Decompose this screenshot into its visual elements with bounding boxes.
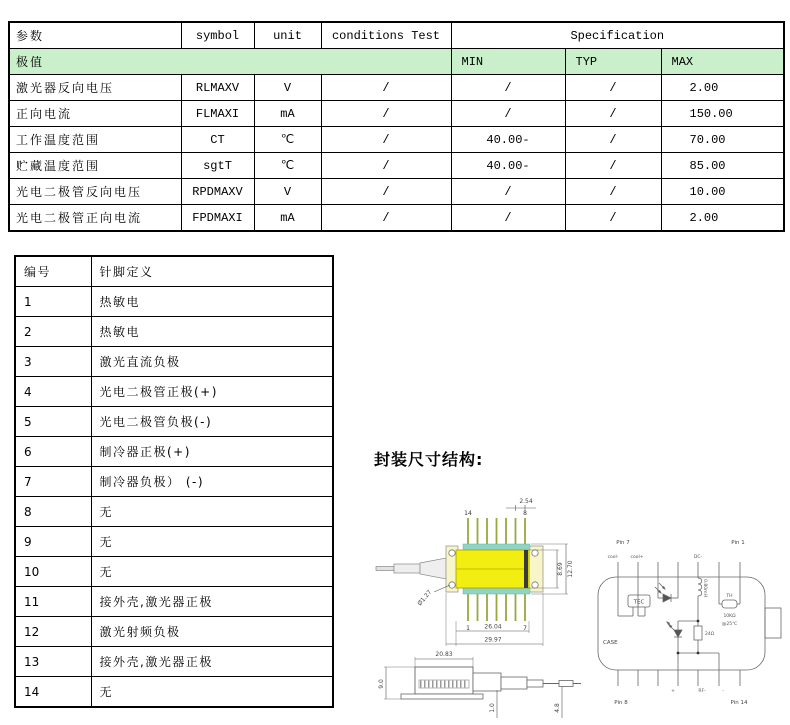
spec-symbol: FLMAXI [181, 101, 254, 127]
pin-definition: 热敏电 [91, 317, 333, 347]
pin-number-label: 14 [464, 510, 472, 517]
spec-symbol: CT [181, 127, 254, 153]
pin-row [15, 617, 333, 647]
flange-hole [449, 550, 455, 556]
spec-min: / [451, 75, 565, 101]
dim-hole: Ø1.27 [416, 588, 434, 608]
pin-table [14, 255, 334, 708]
spec-unit: V [254, 179, 321, 205]
pin-row [15, 527, 333, 557]
ferrule-seg1 [473, 673, 501, 691]
fiber-snout [420, 558, 446, 579]
col-header-min: MIN [451, 49, 565, 75]
schematic-case-label: CASE [603, 640, 618, 646]
spec-symbol: FPDMAXI [181, 205, 254, 232]
pin-no: 1 [15, 287, 91, 317]
schematic-tec-label: TEC [633, 599, 645, 606]
top-pins [468, 518, 525, 544]
schematic-minus-label: - [722, 689, 724, 694]
schematic-pin-label: Pin 7 [616, 540, 630, 546]
pin-number-label: 7 [523, 625, 527, 632]
pin-definition: 激光直流负极 [91, 347, 333, 377]
pin-row [15, 317, 333, 347]
spec-typ: / [565, 75, 661, 101]
photodiode-symbol [663, 594, 671, 602]
laser-diode-symbol [674, 630, 682, 637]
spec-conditions: / [321, 153, 451, 179]
pin-no: 4 [15, 377, 91, 407]
schematic-dc-label: DC- [693, 555, 703, 560]
col-header-conditions: conditions Test [321, 22, 451, 49]
pin-no: 14 [15, 677, 91, 708]
spec-header-row [9, 22, 784, 49]
pin-no: 10 [15, 557, 91, 587]
schematic-pin-label: Pin 1 [731, 540, 745, 546]
pin-no: 6 [15, 437, 91, 467]
spec-typ: / [565, 179, 661, 205]
pin-no: 12 [15, 617, 91, 647]
spec-conditions: / [321, 75, 451, 101]
spec-param: 光电二极管正向电流 [9, 205, 181, 232]
spec-conditions: / [321, 179, 451, 205]
dim-height: 9.0 [378, 679, 385, 689]
bottom-pins [468, 594, 525, 621]
pin-row [15, 587, 333, 617]
pin-no: 3 [15, 347, 91, 377]
fiber-boot [376, 567, 394, 571]
pin-col-no: 编号 [15, 256, 91, 287]
fiber-tip [559, 681, 573, 687]
spec-param: 贮藏温度范围 [9, 153, 181, 179]
spec-min: / [451, 101, 565, 127]
spec-unit: ℃ [254, 153, 321, 179]
flange-hole [532, 582, 538, 588]
spec-typ: / [565, 127, 661, 153]
package-top-view-drawing [376, 493, 581, 655]
inductor-symbol [698, 578, 702, 596]
pin-number-label: 8 [523, 510, 527, 517]
pin-definition: 接外壳,激光器正极 [91, 647, 333, 677]
pin-row [15, 677, 333, 708]
package-schematic-drawing [593, 518, 790, 725]
schematic-thermistor-temp: @25℃ [721, 622, 738, 627]
spec-row [9, 205, 784, 232]
pin-row [15, 377, 333, 407]
spec-min: 40.00- [451, 153, 565, 179]
spec-row [9, 153, 784, 179]
spec-max: 85.00 [661, 153, 784, 179]
spec-max: 150.00 [661, 101, 784, 127]
pin-strip-bottom [463, 588, 530, 594]
pin-definition: 无 [91, 557, 333, 587]
pin-header-row [15, 256, 333, 287]
spec-min: 40.00- [451, 127, 565, 153]
schematic-cool-minus: cool- [607, 555, 619, 560]
pin-row [15, 407, 333, 437]
pin-definition: 无 [91, 527, 333, 557]
ferrule-seg3 [527, 680, 543, 687]
pin-no: 8 [15, 497, 91, 527]
spec-max: 2.00 [661, 75, 784, 101]
spec-section-row [9, 49, 784, 75]
spec-table [8, 21, 785, 232]
schematic-cool-plus: cool+ [630, 555, 644, 560]
spec-unit: V [254, 75, 321, 101]
flange-hole [532, 550, 538, 556]
pin-no: 11 [15, 587, 91, 617]
package-section-title: 封装尺寸结构: [374, 450, 484, 469]
spec-min: / [451, 205, 565, 232]
dim-length: 20.83 [435, 651, 453, 658]
dim-body-height: 8.69 [557, 562, 564, 576]
spec-conditions: / [321, 205, 451, 232]
col-header-param: 参数 [9, 22, 181, 49]
schematic-pin-label: Pin 8 [614, 700, 628, 706]
schematic-resistor-label: 24Ω [705, 632, 715, 637]
spec-max: 2.00 [661, 205, 784, 232]
spec-symbol: sgtT [181, 153, 254, 179]
spec-min: / [451, 179, 565, 205]
spec-conditions: / [321, 101, 451, 127]
col-header-symbol: symbol [181, 22, 254, 49]
spec-row [9, 127, 784, 153]
pin-no: 9 [15, 527, 91, 557]
junction-dot [697, 652, 700, 655]
schematic-thermistor-value: 10KΩ [723, 614, 736, 619]
schematic-fiber-tab [765, 608, 781, 638]
spec-symbol: RLMAXV [181, 75, 254, 101]
pin-no: 7 [15, 467, 91, 497]
spec-max: 10.00 [661, 179, 784, 205]
pin-row [15, 467, 333, 497]
pin-no: 5 [15, 407, 91, 437]
schematic-inductor-label: 0.80mH [702, 579, 707, 597]
resistor-box [694, 626, 702, 640]
pin-row [15, 347, 333, 377]
col-header-specification: Specification [451, 22, 784, 49]
mounting-lip [401, 694, 483, 699]
dim-body-width: 26.04 [484, 623, 502, 631]
pin-strip-top [463, 544, 530, 550]
spec-unit: mA [254, 101, 321, 127]
spec-param: 激光器反向电压 [9, 75, 181, 101]
spec-conditions: / [321, 127, 451, 153]
spec-typ: / [565, 205, 661, 232]
pin-definition: 光电二极管负极(-) [91, 407, 333, 437]
section-label: 极值 [9, 49, 451, 75]
schematic-th-label: TH [726, 594, 733, 599]
pin-definition: 热敏电 [91, 287, 333, 317]
junction-dot [677, 652, 680, 655]
dim-a: 1.0 [489, 703, 496, 713]
pin-col-definition: 针脚定义 [91, 256, 333, 287]
ferrule-seg2 [501, 677, 527, 689]
col-header-max: MAX [661, 49, 784, 75]
pin-definition: 制冷器正极(+) [91, 437, 333, 467]
pin-row [15, 647, 333, 677]
spec-row [9, 179, 784, 205]
spec-param: 光电二极管反向电压 [9, 179, 181, 205]
spec-max: 70.00 [661, 127, 784, 153]
pin-definition: 无 [91, 497, 333, 527]
pin-row [15, 287, 333, 317]
pin-definition: 激光射频负极 [91, 617, 333, 647]
pin-definition: 无 [91, 677, 333, 708]
spec-param: 正向电流 [9, 101, 181, 127]
dim-b: 4.8 [554, 703, 561, 713]
thermistor-box [722, 600, 737, 608]
package-side-view-drawing [376, 644, 601, 725]
spec-row [9, 101, 784, 127]
spec-typ: / [565, 101, 661, 127]
body-edge-dark [524, 550, 528, 588]
junction-dot [697, 620, 700, 623]
spec-symbol: RPDMAXV [181, 179, 254, 205]
pin-definition: 制冷器负极） (-) [91, 467, 333, 497]
pin-row [15, 557, 333, 587]
pin-definition: 光电二极管正极(+) [91, 377, 333, 407]
pin-row [15, 497, 333, 527]
fiber-ferrule [394, 564, 420, 573]
schematic-rf-label: RF- [698, 689, 706, 694]
pin-no: 2 [15, 317, 91, 347]
dim-pitch: 2.54 [519, 498, 533, 505]
schematic-pin-label: Pin 14 [730, 700, 748, 706]
col-header-unit: unit [254, 22, 321, 49]
dim-outer-width: 29.97 [484, 636, 502, 644]
pin-row [15, 437, 333, 467]
schematic-plus-label: + [671, 689, 675, 694]
spec-unit: mA [254, 205, 321, 232]
pin-no: 13 [15, 647, 91, 677]
spec-row [9, 75, 784, 101]
spec-param: 工作温度范围 [9, 127, 181, 153]
spec-unit: ℃ [254, 127, 321, 153]
pin-number-label: 1 [466, 625, 470, 632]
dim-outer-height: 12.70 [567, 560, 574, 578]
pin-definition: 接外壳,激光器正极 [91, 587, 333, 617]
col-header-typ: TYP [565, 49, 661, 75]
spec-typ: / [565, 153, 661, 179]
